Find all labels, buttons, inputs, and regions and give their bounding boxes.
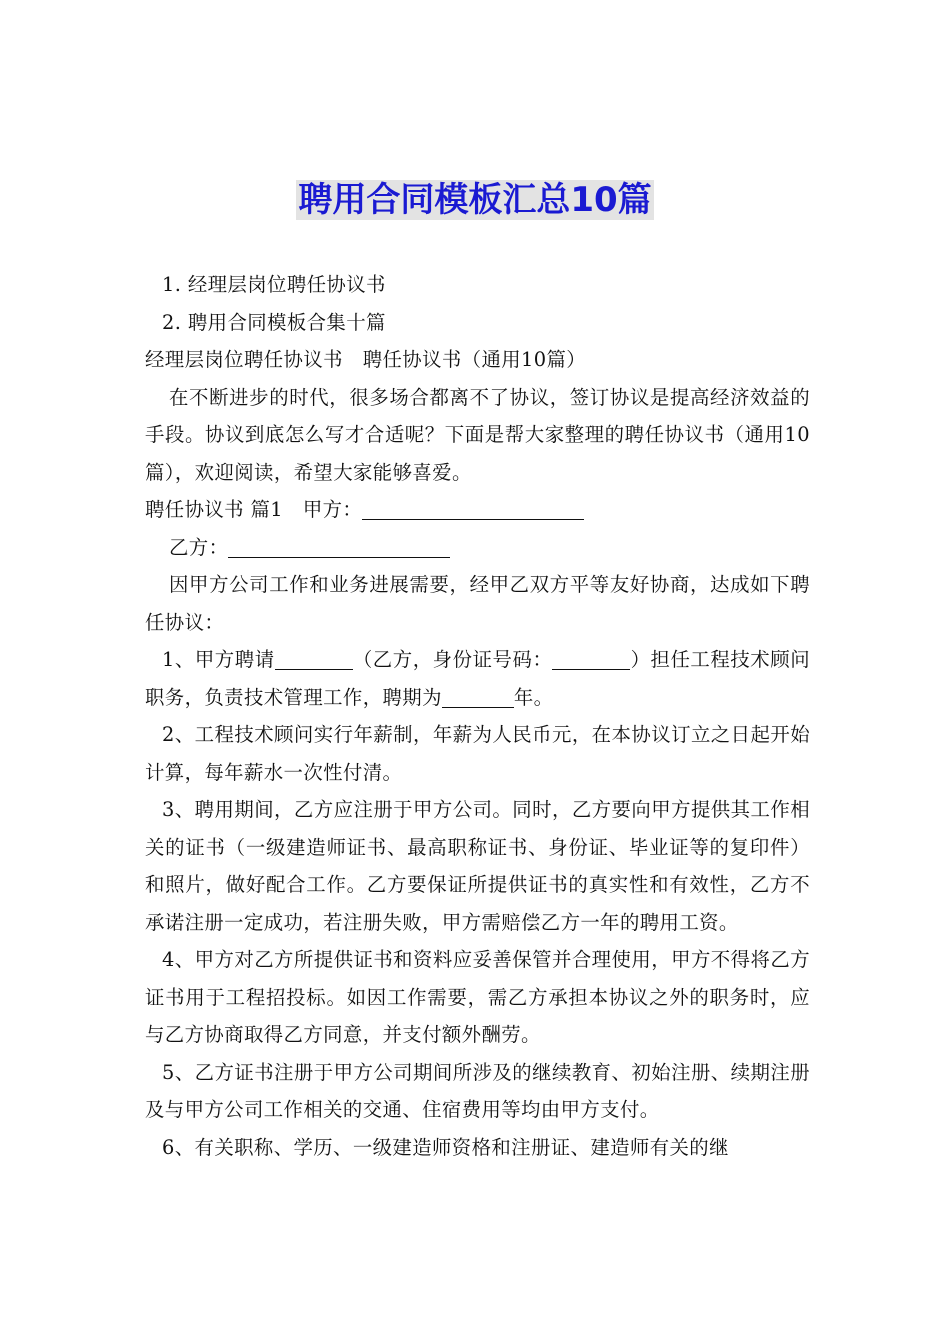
preamble-paragraph: 因甲方公司工作和业务进展需要，经甲乙双方平等友好协商，达成如下聘任协议： (145, 573, 810, 634)
clause-1-part-1: 1、甲方聘请 (162, 648, 275, 671)
party-a-line (145, 491, 810, 529)
document-title-text: 聘用合同模板汇总10篇 (298, 180, 652, 220)
clause-1 (145, 641, 810, 716)
id-number-blank (552, 647, 630, 670)
clause-4: 4、甲方对乙方所提供证书和资料应妥善保管并合理使用，甲方不得将乙方证书用于工程招投标。如因工作需要，需乙方承担本协议之外的职务时，应与乙方协商取得乙方同意，并支付额外酬劳。 (145, 948, 810, 1046)
clause-5: 5、乙方证书注册于甲方公司期间所涉及的继续教育、初始注册、续期注册及与甲方公司工作相关的交通、住宿费用等均由甲方支付。 (145, 1060, 810, 1121)
section-heading: 经理层岗位聘任协议书 聘任协议书（通用10篇） (145, 348, 587, 371)
intro-paragraph: 在不断进步的时代，很多场合都离不了协议，签订协议是提高经济效益的手段。协议到底怎么写才合适呢？下面是帮大家整理的聘任协议书（通用10篇），欢迎阅读，希望大家能够喜爱。 (145, 385, 810, 484)
party-b-blank (228, 535, 450, 558)
document-body (145, 266, 810, 1166)
toc-item-1: 1. 经理层岗位聘任协议书 (162, 273, 386, 296)
party-b-label: 乙方： (169, 535, 229, 559)
clause-1-part-2: （乙方，身份证号码： (352, 648, 553, 671)
clause-2: 2、工程技术顾问实行年薪制，年薪为人民币元，在本协议订立之日起开始计算，每年薪水一次性付清。 (145, 723, 810, 784)
employee-name-blank (275, 647, 353, 670)
party-b-line (145, 529, 810, 567)
party-a-label: 聘任协议书 篇1 甲方： (145, 498, 363, 521)
party-a-blank (362, 497, 584, 520)
document-title (0, 176, 950, 224)
clause-6: 6、有关职称、学历、一级建造师资格和注册证、建造师有关的继 (162, 1135, 729, 1159)
toc-item-2: 2. 聘用合同模板合集十篇 (162, 310, 386, 334)
clause-3: 3、聘用期间，乙方应注册于甲方公司。同时，乙方要向甲方提供其工作相关的证书（一级建造师证书、最高职称证书、身份证、毕业证等的复印件）和照片，做好配合工作。乙方要保证所提供证书的真实性和有效性，乙方不承诺注册一定成功，若注册失败，甲方需赔偿乙方一年的聘用工资。 (145, 798, 810, 934)
clause-1-part-3: ）担任工程技术顾问职务，负责技术管理工作，聘期为 (145, 648, 810, 709)
term-years-blank (442, 685, 514, 708)
clause-1-part-4: 年。 (513, 685, 554, 709)
